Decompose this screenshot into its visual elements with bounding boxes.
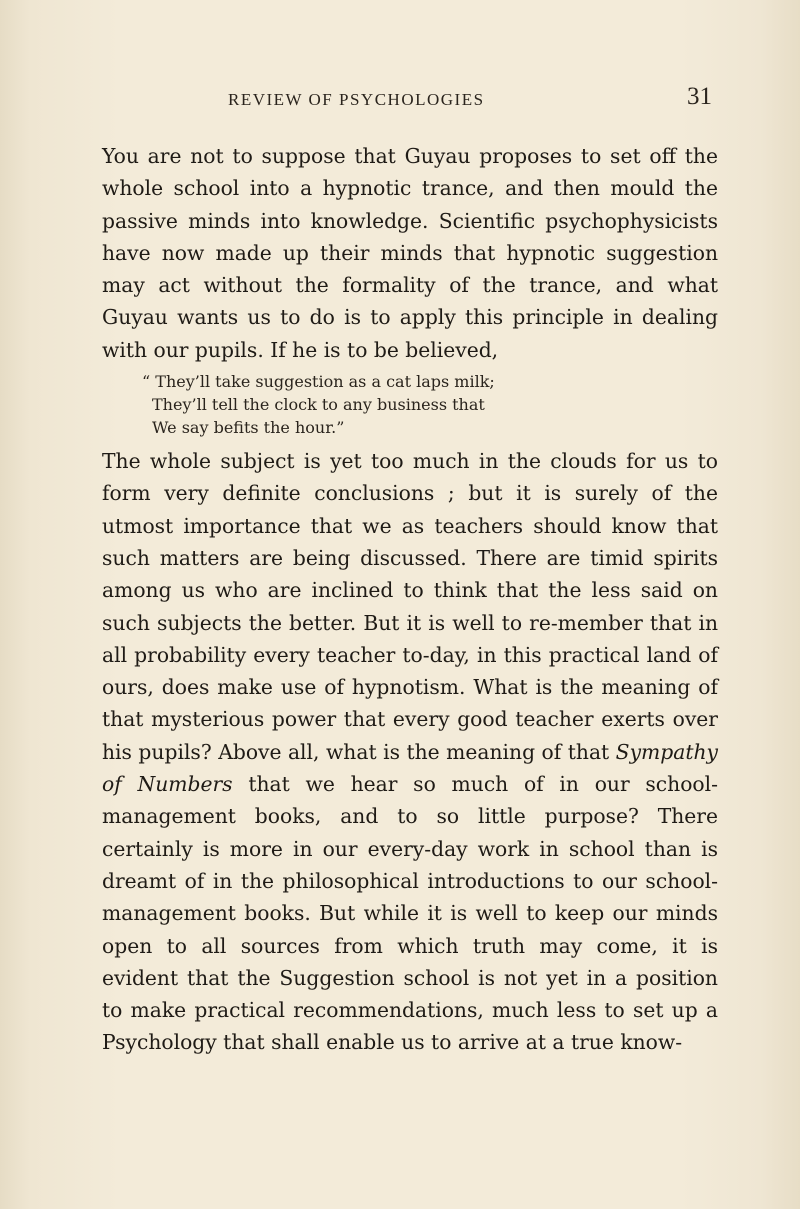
paragraph-2 (102, 445, 718, 1059)
quote-line-1: “ They’ll take suggestion as a cat laps milk; (142, 372, 495, 392)
verse-quote (102, 370, 718, 439)
paragraph-2-text-end: that we hear so much of in our school-management books, and to so little purpose? There certainly is more in our every-day work in school than is dreamt of in the philosophical introductions to our school-management books. But while it is well to keep our minds open to all sources from which truth may come, it is evident that the Suggestion school is not yet in a position to make practical recommendations, much less to set up a Psychology that shall enable us to arrive at a true know- (102, 772, 718, 1055)
quote-line-3: We say befits the hour.” (152, 418, 345, 438)
paragraph-1-text: You are not to suppose that Guyau proposes to set off the whole school into a hypnotic trance, and then mould the passive minds into knowledge. Scientific psychophysicists have now made up their minds that hypnotic suggestion may act without the formality of the trance, and what Guyau wants us to do is to apply this principle in dealing with our pupils. If he is to be believed, (102, 144, 718, 362)
quote-line-2: They’ll tell the clock to any business that (152, 395, 485, 415)
page-number: 31 (687, 83, 712, 110)
body-text (102, 140, 718, 1059)
paragraph-2-italic-phrase: Sympathy of Numbers (102, 739, 718, 797)
paragraph-1 (102, 140, 718, 366)
paragraph-2-text-start: The whole subject is yet too much in the clouds for us to form very definite conclusions ; but it is surely of the utmost importance that we as teachers should know that such matters are being discussed. There are timid spirits among us who are inclined to think that the less said on such subjects the better. But it is well to re-member that in all probability every teacher to-day, in this practical land of ours, does make use of hypnotism. What is the meaning of that mysterious power that every good teacher exerts over his pupils? Above all, what is the meaning of that (102, 449, 718, 764)
running-head: REVIEW OF PSYCHOLOGIES (228, 90, 485, 109)
